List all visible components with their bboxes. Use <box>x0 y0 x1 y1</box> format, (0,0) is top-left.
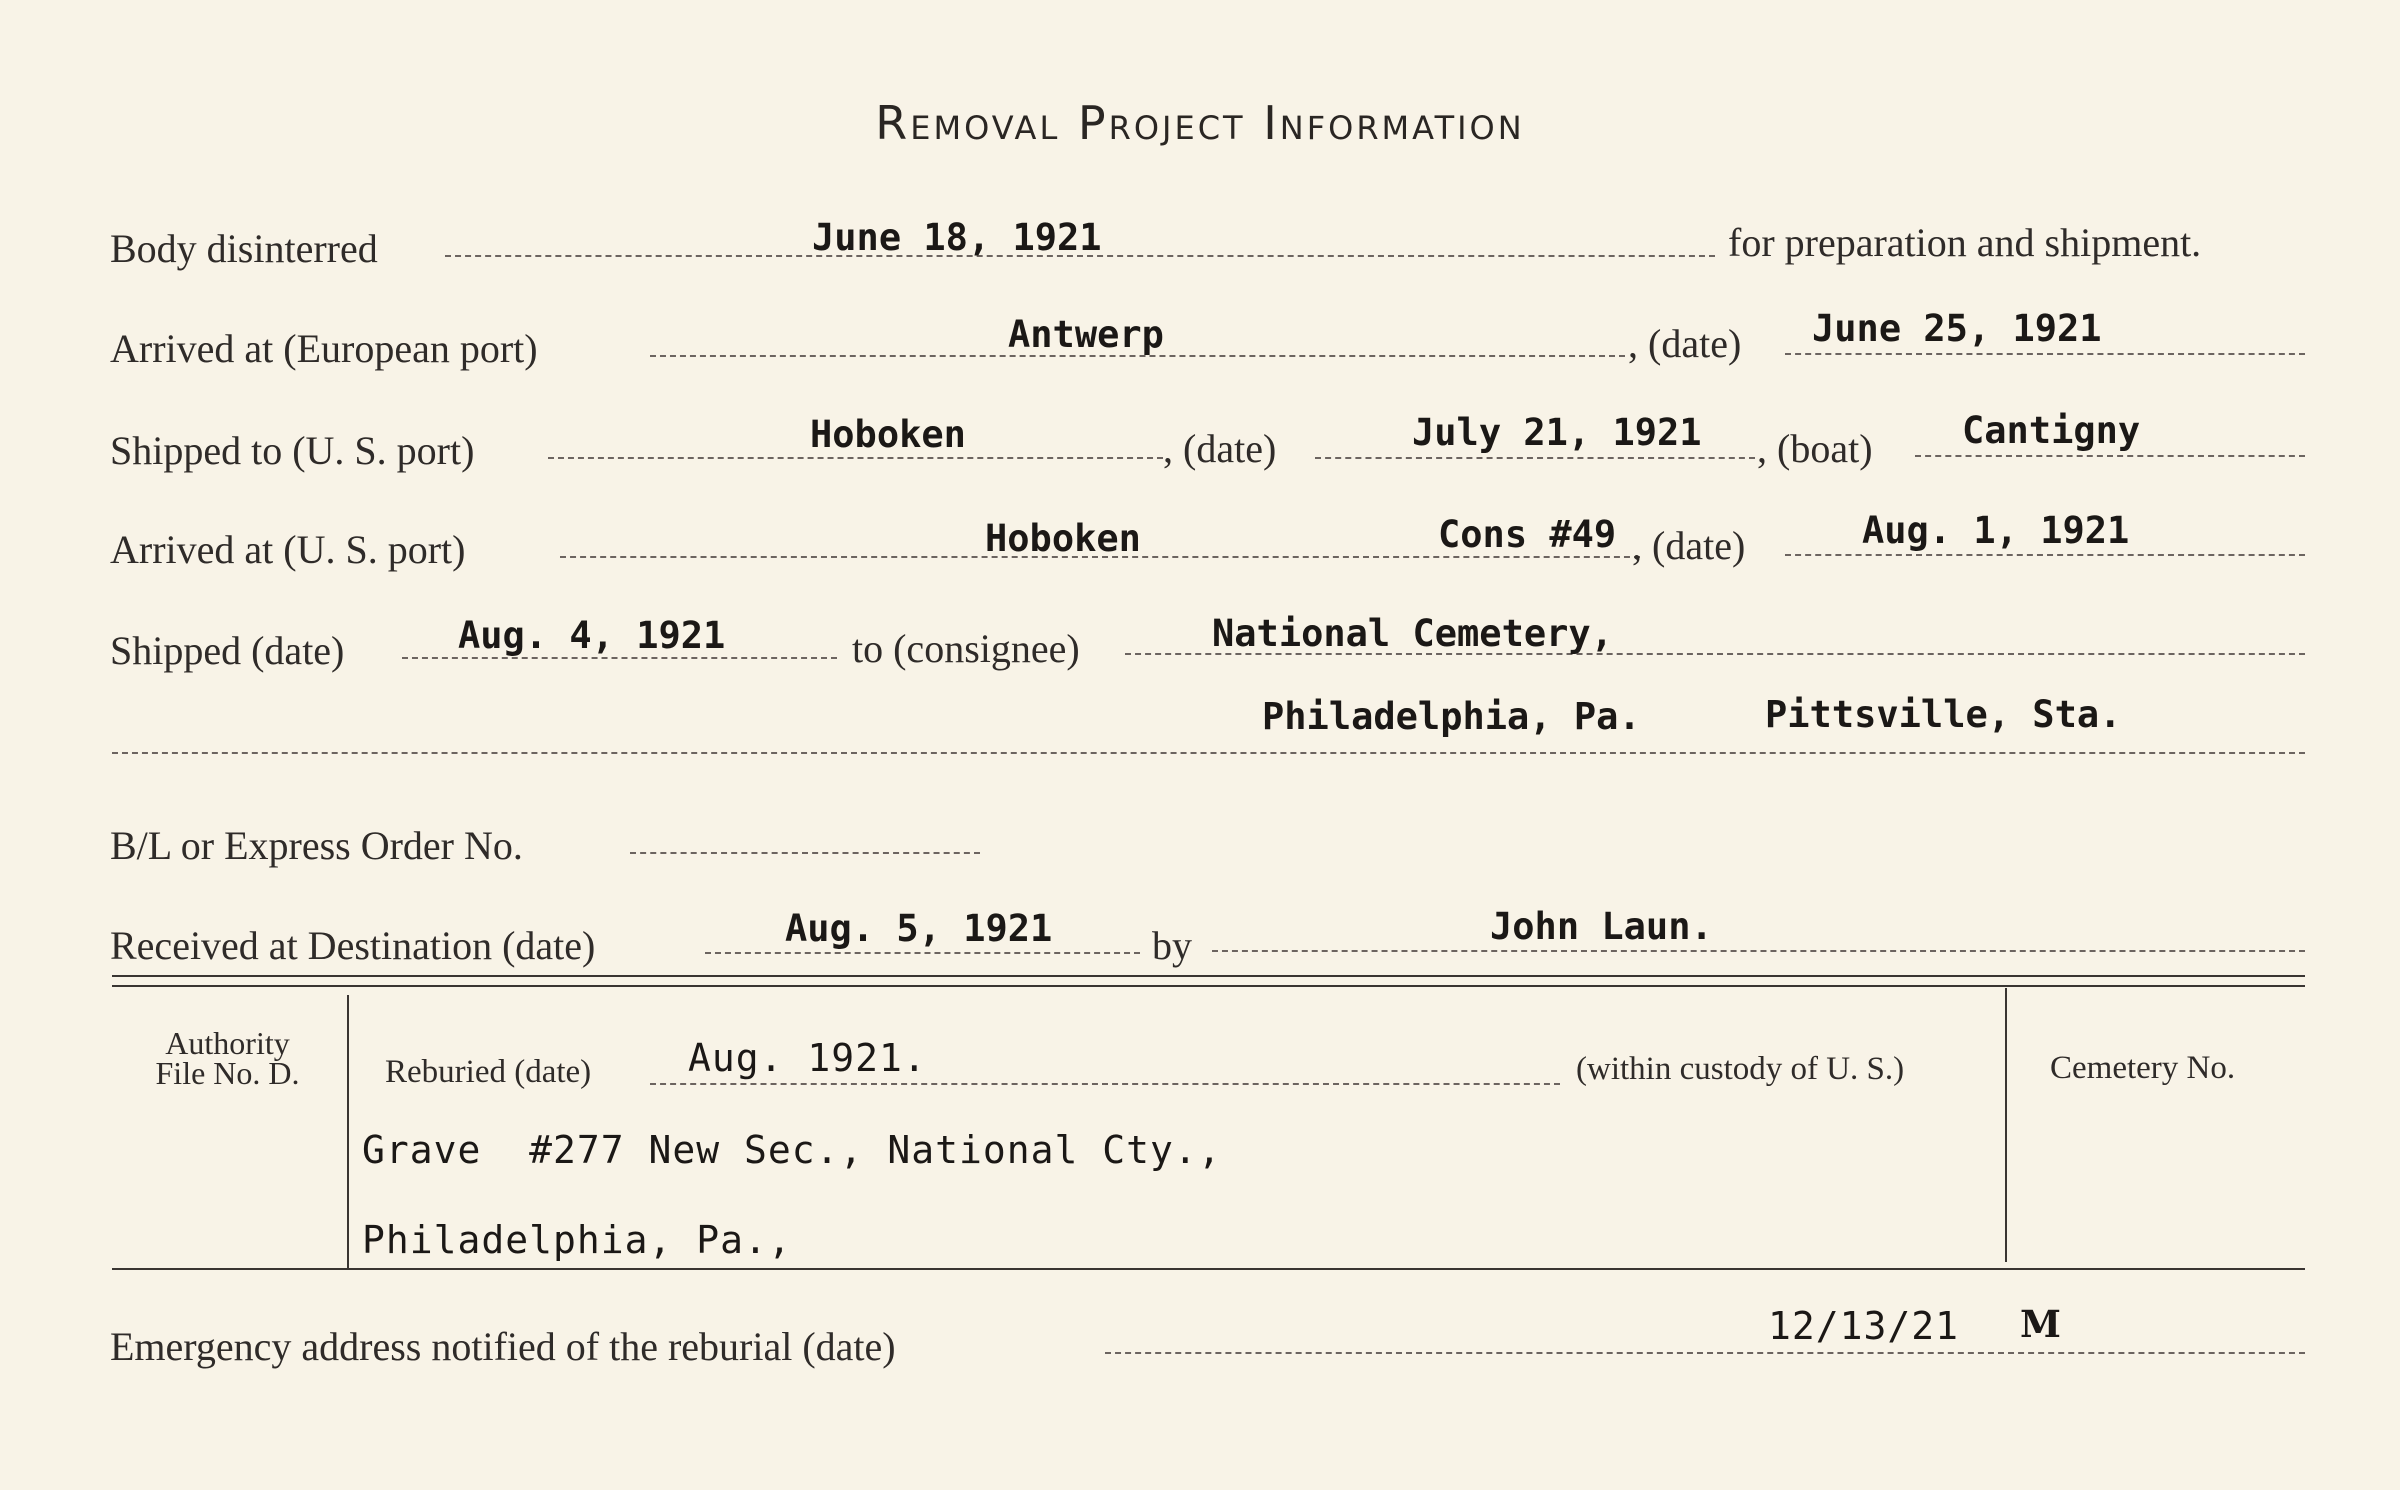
arrived-us-port-value: Hoboken <box>985 517 1141 560</box>
body-disinterred-suffix: for preparation and shipment. <box>1728 220 2202 265</box>
received-by-value: John Laun. <box>1490 905 1713 948</box>
consignee-continuation-line <box>112 752 2305 754</box>
card-title: Removal Project Information <box>875 96 1525 150</box>
arrived-us-label: Arrived at (U. S. port) <box>110 527 466 572</box>
shipped-to-us-port-value: Hoboken <box>810 413 966 456</box>
consignee-label: to (consignee) <box>852 626 1080 671</box>
arrived-european-label: Arrived at (European port) <box>110 326 538 371</box>
shipped-date-line <box>402 657 837 659</box>
box-top-rule <box>112 975 2305 977</box>
authority-label-line2: File No. D. <box>155 1055 300 1091</box>
bl-line <box>630 852 980 854</box>
cemetery-no-label: Cemetery No. <box>2050 1050 2236 1086</box>
box-divider-right <box>2005 988 2007 1262</box>
shipped-to-us-date-label: , (date) <box>1163 426 1277 471</box>
shipped-date-label: Shipped (date) <box>110 628 345 673</box>
shipped-to-us-line <box>548 457 1163 459</box>
box-top-rule-second <box>112 985 2305 987</box>
arrived-us-date-line <box>1785 554 2305 556</box>
arrived-us-cons-value: Cons #49 <box>1438 513 1617 556</box>
arrived-european-date-value: June 25, 1921 <box>1812 307 2102 350</box>
body-disinterred-value: June 18, 1921 <box>812 216 1102 259</box>
arrived-european-port-value: Antwerp <box>1008 313 1164 356</box>
emergency-label: Emergency address notified of the reburial (date) <box>110 1324 896 1369</box>
box-divider-left <box>347 995 349 1268</box>
arrived-european-date-line <box>1785 353 2305 355</box>
shipped-to-us-date-value: July 21, 1921 <box>1412 411 1702 454</box>
emergency-date-value: 12/13/21 <box>1768 1304 1960 1348</box>
received-date-value: Aug. 5, 1921 <box>785 907 1053 950</box>
custody-label: (within custody of U. S.) <box>1576 1051 1905 1087</box>
grave-location-line1: Grave #277 New Sec., National Cty., <box>362 1128 1222 1172</box>
emergency-line <box>1105 1352 2305 1354</box>
bl-label: B/L or Express Order No. <box>110 823 523 868</box>
shipped-to-us-boat-line <box>1915 455 2305 457</box>
reburied-date-value: Aug. 1921. <box>688 1036 927 1080</box>
reburied-label: Reburied (date) <box>385 1054 592 1090</box>
arrived-european-date-label: , (date) <box>1628 321 1742 366</box>
received-by-label: by <box>1152 923 1192 968</box>
authority-label <box>120 1025 335 1091</box>
arrived-us-date-label: , (date) <box>1632 523 1746 568</box>
authority-label-line1: Authority <box>165 1025 290 1061</box>
arrived-us-date-value: Aug. 1, 1921 <box>1862 509 2130 552</box>
received-label: Received at Destination (date) <box>110 923 596 968</box>
consignee-line2-station: Pittsville, Sta. <box>1765 693 2122 736</box>
body-disinterred-label: Body disinterred <box>110 226 378 271</box>
shipped-to-us-boat-value: Cantigny <box>1962 409 2141 452</box>
shipped-to-us-label: Shipped to (U. S. port) <box>110 428 475 473</box>
shipped-to-us-boat-label: , (boat) <box>1757 426 1873 471</box>
grave-location-line2: Philadelphia, Pa., <box>362 1218 792 1262</box>
emergency-initials: M <box>2020 1302 2061 1346</box>
shipped-to-us-date-line <box>1315 457 1755 459</box>
reburied-date-line <box>650 1083 1560 1085</box>
received-date-line <box>705 952 1140 954</box>
shipped-date-value: Aug. 4, 1921 <box>458 614 726 657</box>
received-by-line <box>1212 950 2305 952</box>
consignee-line1-value: National Cemetery, <box>1212 612 1613 655</box>
consignee-line2-city: Philadelphia, Pa. <box>1262 695 1641 738</box>
box-bottom-rule <box>112 1268 2305 1270</box>
